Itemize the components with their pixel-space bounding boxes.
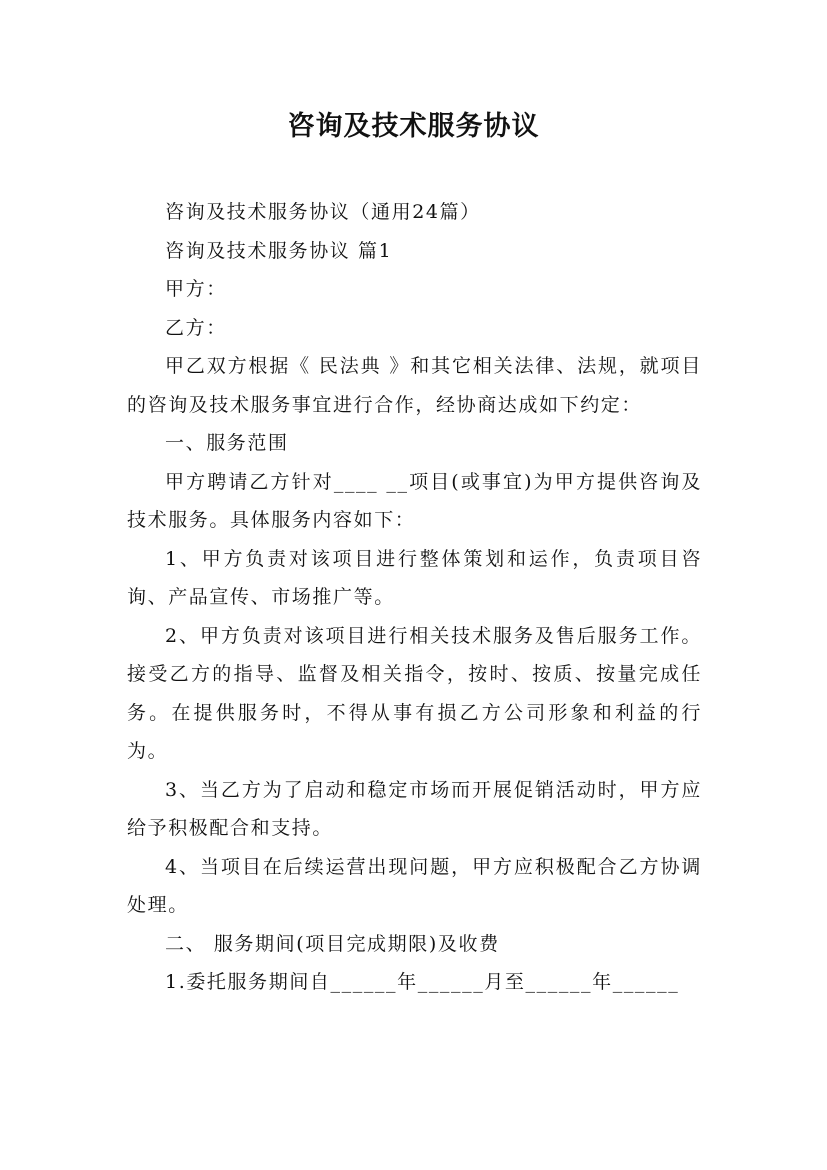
paragraph-subtitle: 咨询及技术服务协议（通用24篇）	[165, 201, 481, 223]
paragraph-scope-item-3: 3、当乙方为了启动和稳定市场而开展促销活动时，甲方应给予积极配合和支持。	[127, 778, 702, 839]
paragraph-scope-item-4: 4、当项目在后续运营出现问题，甲方应积极配合乙方协调处理。	[127, 855, 702, 916]
paragraph-scope-item-1: 1、甲方负责对该项目进行整体策划和运作，负责项目咨询、产品宣传、市场推广等。	[127, 547, 702, 608]
paragraph-heading-scope: 一、服务范围	[165, 432, 289, 454]
document-title: 咨询及技术服务协议	[287, 111, 540, 142]
paragraph-scope-intro: 甲方聘请乙方针对____ __项目(或事宜)为甲方提供咨询及技术服务。具体服务内容如下：	[127, 470, 702, 531]
document-body	[127, 193, 702, 1002]
paragraph-party-b: 乙方：	[165, 316, 227, 339]
paragraph-period-item-1: 1.委托服务期间自______年______月至______年______	[165, 971, 680, 993]
paragraph-heading-period: 二、 服务期间(项目完成期限)及收费	[165, 932, 500, 955]
paragraph-preamble: 甲乙双方根据《 民法典 》和其它相关法律、法规，就项目 的咨询及技术服务事宜进行合作，经协商达成如下约定：	[127, 355, 702, 416]
paragraph-section-heading: 咨询及技术服务协议 篇1	[165, 239, 393, 262]
paragraph-party-a: 甲方：	[165, 278, 227, 300]
paragraph-scope-item-2: 2、甲方负责对该项目进行相关技术服务及售后服务工作。接受乙方的指导、监督及相关指令，按时、按质、按量完成任务。在提供服务时，不得从事有损乙方公司形象和利益的行为。	[127, 624, 702, 762]
